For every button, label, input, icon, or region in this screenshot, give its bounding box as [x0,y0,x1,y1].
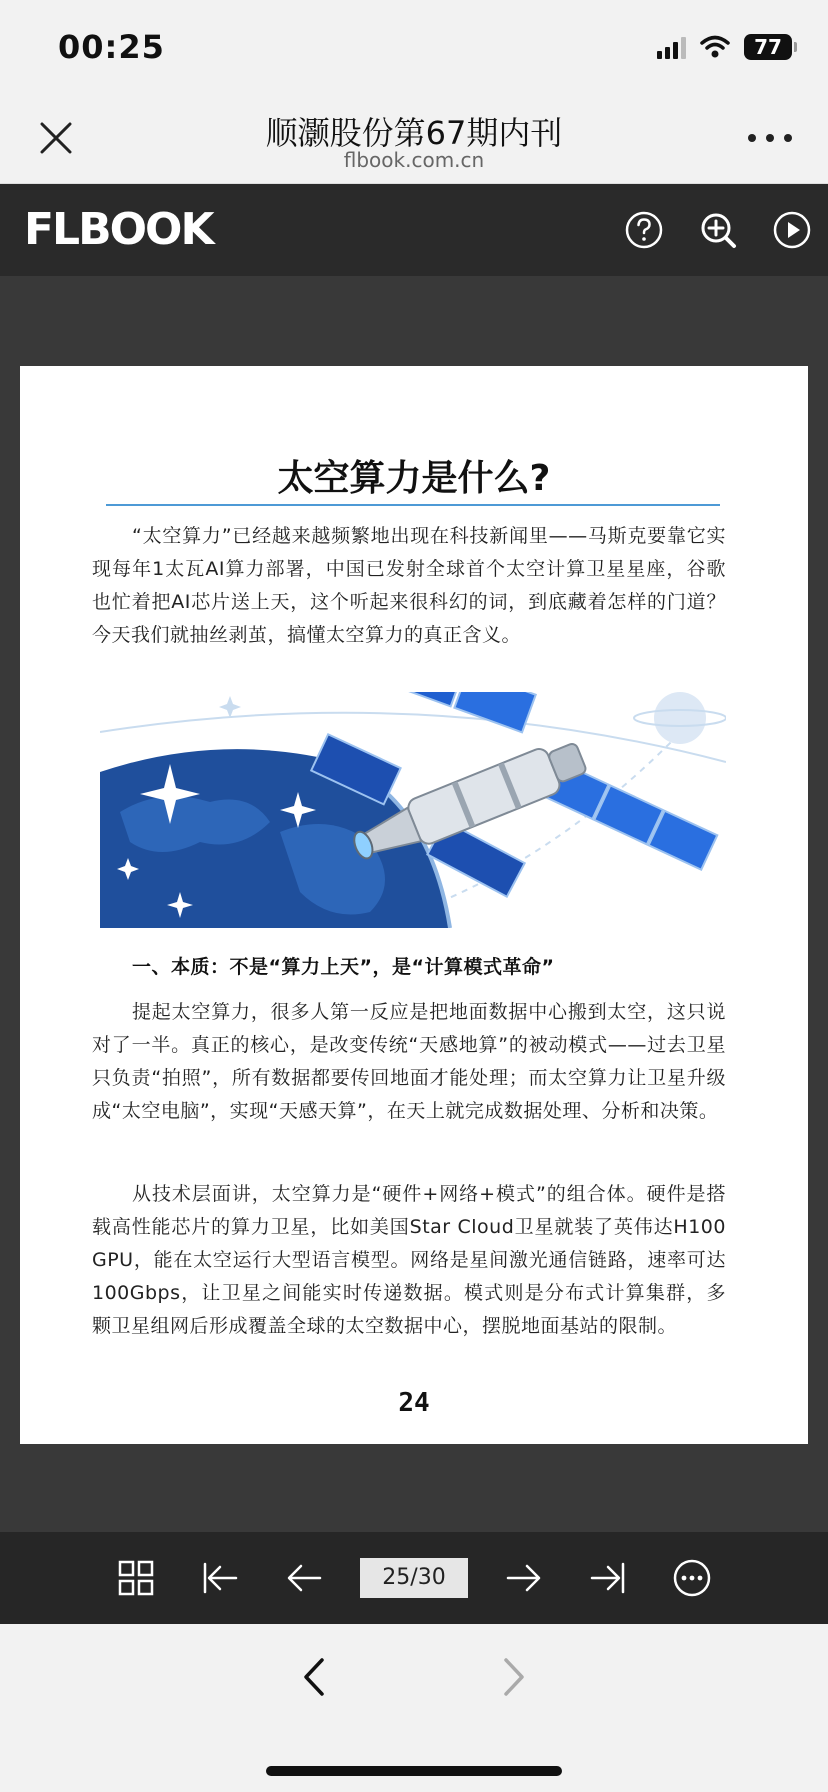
first-page-icon[interactable] [198,1556,242,1600]
section-heading: 一、本质：不是“算力上天”，是“计算模式革命” [132,956,555,978]
browser-navigation [0,1624,828,1792]
satellite-illustration [100,692,726,928]
previous-page-icon[interactable] [282,1556,326,1600]
more-options-icon[interactable] [670,1556,714,1600]
play-icon[interactable] [772,210,812,250]
status-icons [657,34,792,60]
flbook-logo: FLBOOK [24,204,213,255]
article-paragraph-2: 提起太空算力，很多人第一反应是把地面数据中心搬到太空，这只说对了一半。真正的核心，是改变传统“天感地算”的被动模式——过去卫星只负责“拍照”，所有数据都要传回地面才能处理；而太空算力让卫星升级成“太空电脑”，实现“天感天算”，在天上就完成数据处理、分析和决策。 [92,1001,726,1122]
last-page-icon[interactable] [586,1556,630,1600]
next-page-icon[interactable] [502,1556,546,1600]
page-number: 24 [398,1388,430,1418]
help-icon[interactable] [624,210,664,250]
wifi-icon [700,35,730,59]
article-title: 太空算力是什么? [277,458,551,499]
browser-title-bar [0,96,828,184]
browser-back-icon[interactable] [296,1654,332,1700]
home-indicator[interactable] [266,1766,562,1776]
flbook-header-icons [624,210,812,250]
grid-icon[interactable] [114,1556,158,1600]
flbook-header [0,184,828,276]
reader-toolbar [0,1532,828,1624]
book-page[interactable] [20,366,808,1444]
zoom-in-icon[interactable] [698,210,738,250]
book-reader[interactable] [0,276,828,1532]
page-title: 顺灏股份第67期内刊 [265,114,563,152]
article-intro: “太空算力”已经越来越频繁地出现在科技新闻里——马斯克要靠它实现每年1太瓦AI算力部署，中国已发射全球首个太空计算卫星星座，谷歌也忙着把AI芯片送上天，这个听起来很科幻的词，到底藏着怎样的门道？今天我们就抽丝剥茧，搞懂太空算力的真正含义。 [92,525,726,646]
cellular-signal-icon [657,35,686,59]
article-paragraph-3: 从技术层面讲，太空算力是“硬件+网络+模式”的组合体。硬件是搭载高性能芯片的算力卫星，比如美国Star Cloud卫星就装了英伟达H100 GPU，能在太空运行大型语言模型。网络是星间激光通信链路，速率可达100Gbps，让卫星之间能实时传递数据。模式则是分布式计算集群，多颗卫星组网后形成覆盖全球的太空数据中心，摆脱地面基站的限制。 [92,1183,726,1337]
page-indicator[interactable]: 25/30 [360,1558,468,1598]
status-time: 00:25 [58,28,165,66]
page-domain: flbook.com.cn [343,148,485,172]
title-divider [106,504,720,506]
battery-icon: 77 [744,34,792,60]
more-menu-icon[interactable] [748,130,792,146]
status-bar [0,0,828,96]
browser-forward-icon[interactable] [496,1654,532,1700]
